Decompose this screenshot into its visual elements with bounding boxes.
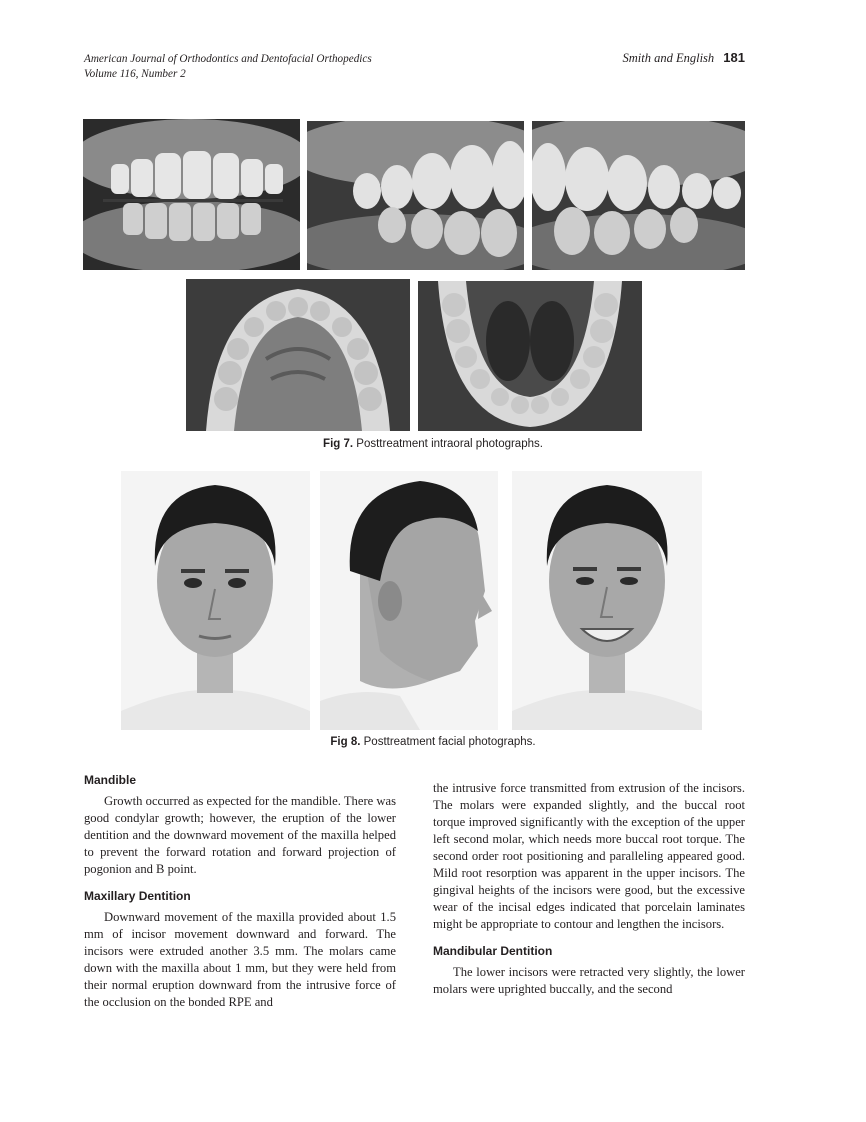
- paragraph-mandibular-dentition: The lower incisors were retracted very slightly, the lower molars were uprighted buccally, and the second: [433, 965, 745, 996]
- section-heading-maxillary-dentition: Maxillary Dentition: [84, 889, 191, 903]
- text-column-left: [84, 772, 396, 1011]
- page-number: 181: [723, 50, 745, 65]
- section-heading-mandibular-dentition: Mandibular Dentition: [433, 944, 553, 958]
- running-head-right: [623, 50, 746, 66]
- intraoral-photo-left-buccal: [532, 121, 745, 270]
- intraoral-photo-maxillary-occlusal: [186, 279, 410, 431]
- fig7-caption: [0, 437, 866, 451]
- paragraph-maxillary-dentition-continued: the intrusive force transmitted from extrusion of the incisors. The molars were expanded slightly, and the buccal root torque improved significantly with the exception of the upper left second molar, which needs more buccal root torque. The second order root positioning and paralleling appeared good. Mild root resorption was apparent in the upper incisors. The gingival heights of the incisors were good, but the excessive wear of the incisal edges indicated that porcelain laminates might be appropriate to contour and lengthen the incisors.: [433, 781, 745, 931]
- intraoral-photo-mandibular-occlusal: [418, 281, 642, 431]
- fig7-label: Fig 7.: [323, 438, 354, 450]
- journal-volume: Volume 116, Number 2: [84, 68, 186, 80]
- fig8-caption-text: Posttreatment facial photographs.: [363, 736, 536, 748]
- intraoral-photo-frontal: [83, 119, 300, 270]
- journal-title: American Journal of Orthodontics and Dentofacial Orthopedics: [84, 53, 372, 65]
- text-column-right: [433, 780, 745, 998]
- facial-photo-frontal-repose: [121, 471, 310, 730]
- fig7-caption-text: Posttreatment intraoral photographs.: [356, 438, 543, 450]
- running-head-left: [84, 52, 372, 82]
- facial-photo-profile: [320, 471, 498, 730]
- author-names: Smith and English: [622, 51, 715, 65]
- fig8-label: Fig 8.: [330, 736, 361, 748]
- fig8-caption: [0, 735, 866, 749]
- facial-photo-frontal-smile: [512, 471, 702, 730]
- paragraph-mandible: Growth occurred as expected for the mandible. There was good condylar growth; however, the eruption of the lower dentition and the downward movement of the maxilla helped to prevent the forward rotation and forward projection of pogonion and B point.: [84, 794, 396, 876]
- paragraph-maxillary-dentition: Downward movement of the maxilla provided about 1.5 mm of incisor movement downward and forward. The incisors were extruded another 3.5 mm. The molars came down with the maxilla about 1 mm, but they were held from their normal eruption downward from the intrusive force of the occlusion on the bonded RPE and: [84, 910, 396, 1009]
- section-heading-mandible: Mandible: [84, 773, 137, 787]
- intraoral-photo-right-buccal: [307, 121, 524, 270]
